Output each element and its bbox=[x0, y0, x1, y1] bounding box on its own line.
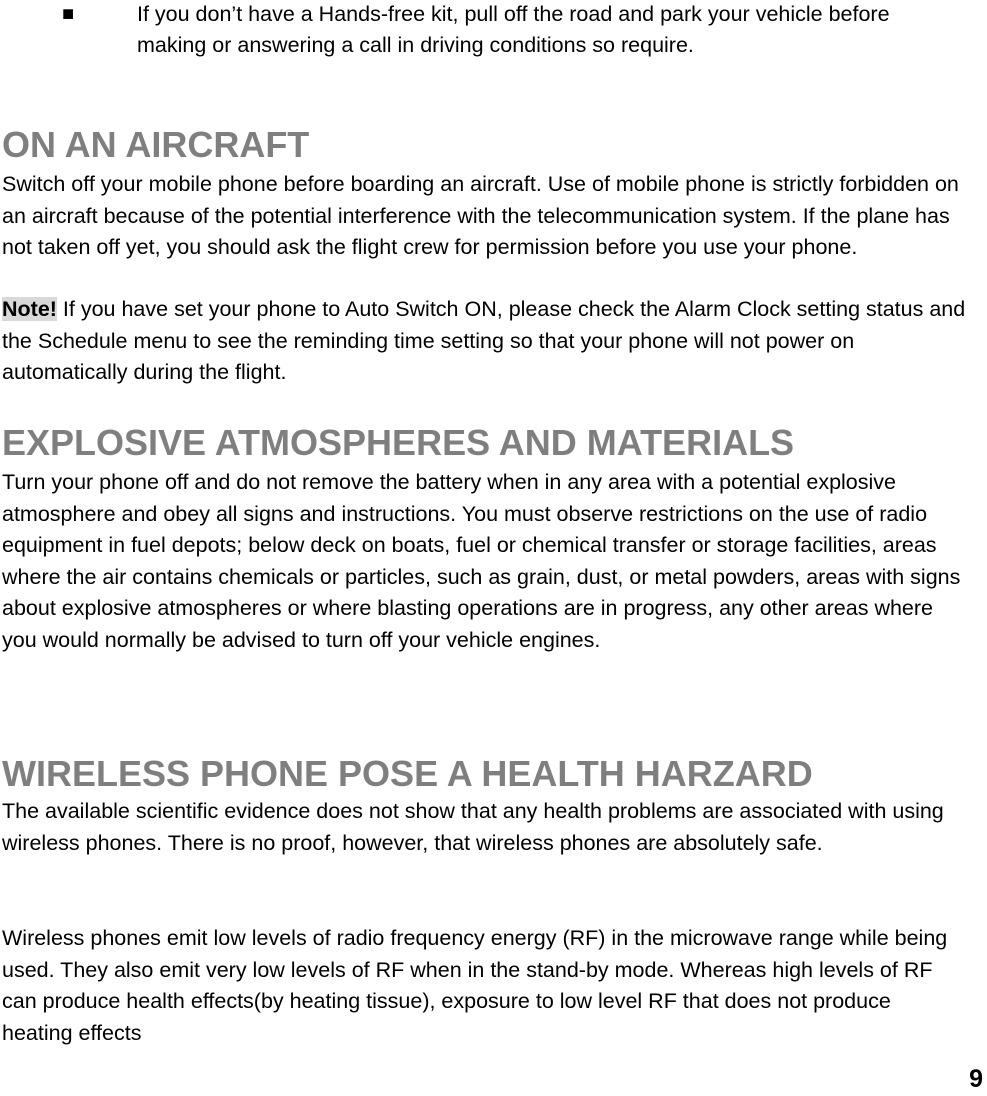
bullet-text: If you don’t have a Hands-free kit, pull off the road and park your vehicle before making or answering a call in driving conditions so require. bbox=[137, 2, 890, 57]
health-paragraph-1: The available scientific evidence does not show that any health problems are associated with using wireless phones. There is no proof, however, that wireless phones are absolutely safe. bbox=[2, 799, 944, 855]
square-bullet-icon: ■ bbox=[62, 3, 75, 25]
health-paragraph-2: Wireless phones emit low levels of radio frequency energy (RF) in the microwave range while being used. They also emit very low levels of RF when in the stand-by mode. Whereas high levels of RF can produce health effects(by heating tissue), exposure to low level RF that does not produce heating effects bbox=[2, 926, 948, 1045]
note-label: Note! bbox=[2, 297, 57, 321]
aircraft-note bbox=[2, 294, 967, 389]
note-text: If you have set your phone to Auto Switch ON, please check the Alarm Clock setting status and the Schedule menu to see the reminding time setting so that your phone will not power on automatically during the flight. bbox=[2, 297, 966, 384]
heading-health-hazard: WIRELESS PHONE POSE A HEALTH HARZARD bbox=[2, 753, 813, 794]
aircraft-paragraph: Switch off your mobile phone before boarding an aircraft. Use of mobile phone is strictly forbidden on an aircraft because of the potential interference with the telecommunication system. If the plane has not taken off yet, you should ask the flight crew for permission before you use your phone. bbox=[2, 172, 959, 259]
heading-explosive-atmospheres: EXPLOSIVE ATMOSPHERES AND MATERIALS bbox=[2, 422, 795, 463]
heading-on-an-aircraft: ON AN AIRCRAFT bbox=[2, 124, 310, 165]
page-number: 9 bbox=[969, 1065, 983, 1093]
explosive-paragraph: Turn your phone off and do not remove the battery when in any area with a potential explosive atmosphere and obey all signs and instructions. You must observe restrictions on the use of radio equipment in fuel depots; below deck on boats, fuel or chemical transfer or storage facilities, areas where the air contains chemicals or particles, such as grain, dust, or metal powders, areas with signs about explosive atmospheres or where blasting operations are in progress, any other areas where you would normally be advised to turn off your vehicle engines. bbox=[2, 470, 961, 652]
